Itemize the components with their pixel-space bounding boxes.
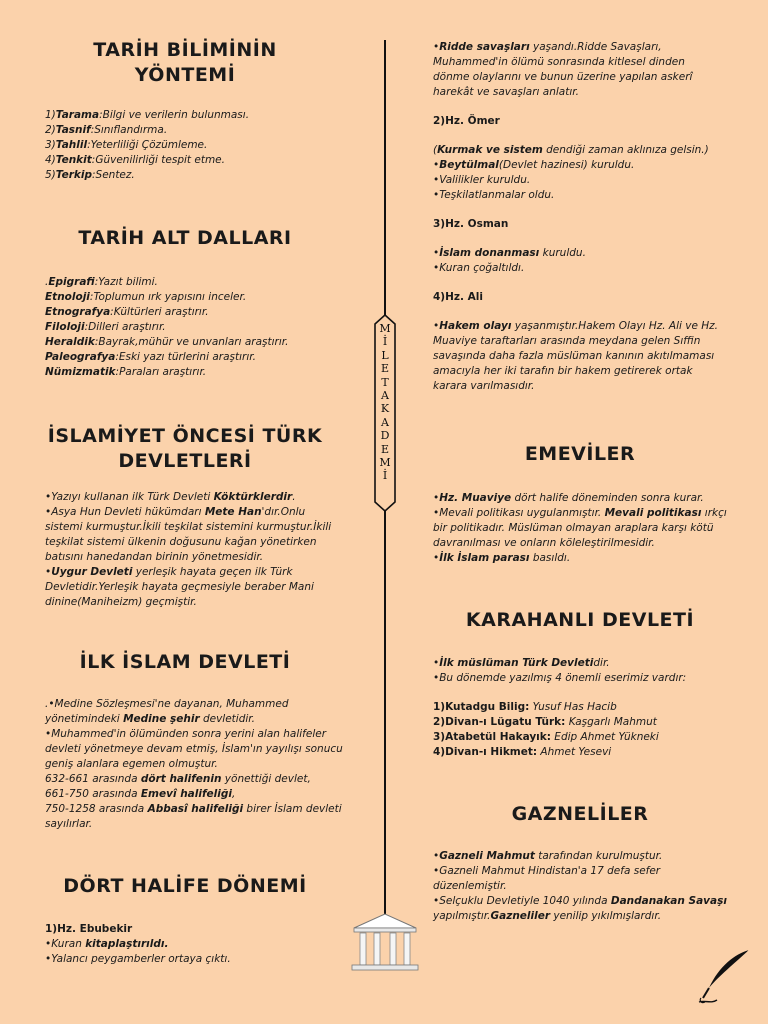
subheading: 2)Hz. Ömer	[433, 115, 500, 127]
paragraph: •Hakem olayı yaşanmıştır.Hakem Olayı Hz. Ali ve Hz. Muaviye taraftarları arasında meydana gelen Sıffin savaşında daha fazla müslüman kanının akıtılmaması amacıyla her iki tarafın bir hakem getirerek ortak karara varılmasıdır.	[433, 320, 719, 392]
paragraph: (Kurmak ve sistem dendiği zaman aklınıza gelsin.)	[433, 144, 709, 156]
paragraph: 632-661 arasında dört halifenin yönettiği devlet,	[45, 773, 311, 785]
list-item: Heraldik:Bayrak,mühür ve unvanları araştırır.	[45, 336, 289, 348]
section-umayyads	[430, 442, 730, 467]
section-title: TARİH BİLİMİNİN YÖNTEMİ	[93, 39, 277, 86]
banner-letter: İ	[382, 469, 388, 483]
paragraph: •Uygur Devleti yerleşik hayata geçen ilk Türk Devletidir.Yerleşik hayata geçmesiyle beraber Mani dinine(Maniheizm) geçmiştir.	[45, 566, 314, 608]
temple-icon	[350, 912, 420, 974]
paragraph: •İslam donanması kuruldu.	[433, 247, 586, 259]
list-item: Nümizmatik:Paraları araştırır.	[45, 366, 207, 378]
list-item: 3)Tahlil:Yeterliliği Çözümleme.	[45, 139, 208, 151]
section-pre-islam	[40, 424, 330, 474]
list-item: 2)Tasnif:Sınıflandırma.	[45, 124, 168, 136]
section-karakhanid	[430, 608, 730, 633]
banner-letter: İ	[382, 335, 388, 349]
paragraph: •Yazıyı kullanan ilk Türk Devleti Köktürklerdir.	[45, 491, 296, 503]
paragraph: .•Medine Sözleşmesi'ne dayanan, Muhammed yönetimindeki Medine şehir devletidir.	[45, 698, 289, 725]
paragraph: •Kuran çoğaltıldı.	[433, 262, 525, 274]
first-islamic-state-text	[45, 697, 345, 832]
banner-text	[367, 322, 403, 483]
paragraph: •Kuran kitaplaştırıldı.	[45, 938, 169, 950]
subheading: 4)Hz. Ali	[433, 291, 483, 303]
section-ghaznavids	[430, 802, 730, 827]
section-title: KARAHANLI DEVLETİ	[465, 609, 695, 631]
umayyads-text	[433, 491, 733, 566]
banner-letter: K	[380, 402, 390, 416]
banner-letter: D	[380, 429, 390, 443]
section-title: İSLAMİYET ÖNCESİ TÜRK DEVLETLERİ	[47, 425, 323, 472]
section-title: EMEVİLER	[524, 443, 636, 465]
banner-letter: M	[379, 322, 391, 335]
banner-letter: L	[381, 348, 389, 362]
paragraph: 661-750 arasında Emevî halifeliği,	[45, 788, 236, 800]
paragraph: •Selçuklu Devletiyle 1040 yılında Dandanakan Savaşı yapılmıştır.Gazneliler yenilip yıkılmışlardır.	[433, 895, 727, 922]
list-item: Etnografya:Kültürleri araştırır.	[45, 306, 209, 318]
paragraph: 750-1258 arasında Abbasî halifeliği birer İslam devleti sayılırlar.	[45, 803, 342, 830]
four-caliphs-text	[45, 922, 345, 967]
paragraph: •Gazneli Mahmut tarafından kurulmuştur.	[433, 850, 663, 862]
paragraph: •Gazneli Mahmut Hindistan'a 17 defa sefer düzenlemiştir.	[433, 865, 661, 892]
paragraph: •İlk müslüman Türk Devletidir.	[433, 657, 610, 669]
subbranches-list	[45, 275, 345, 380]
paragraph: •Muhammed'in ölümünden sonra yerini alan halifeler devleti yönetmeye devam etmiş, İslam'ın yayılışı sonucu geniş alanlara egemen olmuştur.	[45, 728, 343, 770]
work-item: 1)Kutadgu Bilig: Yusuf Has Hacib	[433, 701, 617, 713]
work-item: 2)Divan-ı Lügatu Türk: Kaşgarlı Mahmut	[433, 716, 657, 728]
paragraph: •Asya Hun Devleti hükümdarı Mete Han'dır.Onlu sistemi kurmuştur.İkili teşkilat sistemini kurmuştur.İkili teşkilat sistemi ülkenin doğusunu kağan yönetirken batısını hanedandan birinin yönetmesidir.	[45, 506, 332, 563]
paragraph: •Mevali politikası uygulanmıştır. Mevali politikası ırkçı bir politikadır. Müslüman olmayan araplara karşı kötü davranılması ve onların köleleştirilmesidir.	[433, 507, 727, 549]
work-item: 3)Atabetül Hakayık: Edip Ahmet Yükneki	[433, 731, 659, 743]
list-item: 4)Tenkit:Güvenilirliği tespit etme.	[45, 154, 225, 166]
list-item: 5)Terkip:Sentez.	[45, 169, 135, 181]
paragraph: •İlk İslam parası basıldı.	[433, 552, 571, 564]
banner-letter: E	[380, 442, 390, 456]
ghaznavids-text	[433, 849, 733, 924]
subheading: 1)Hz. Ebubekir	[45, 923, 133, 935]
paragraph: •Teşkilatlanmalar oldu.	[433, 189, 555, 201]
list-item: Etnoloji:Toplumun ırk yapısını inceler.	[45, 291, 247, 303]
section-four-caliphs	[40, 874, 330, 899]
quill-icon	[695, 948, 753, 1006]
section-method	[40, 38, 330, 88]
banner-letter: T	[381, 375, 389, 389]
banner-letter: A	[381, 389, 389, 403]
works-list	[433, 700, 733, 760]
paragraph: •Ridde savaşları yaşandı.Ridde Savaşları, Muhammed'in ölümü sonrasında kitlesel dinden dönme olaylarını ve bunun üzerine yapılan askerî harekât ve savaşları anlatır.	[433, 41, 693, 98]
list-item: Filoloji:Dilleri araştırır.	[45, 321, 166, 333]
caliphs-continued-text	[433, 40, 723, 394]
paragraph: •Yalancı peygamberler ortaya çıktı.	[45, 953, 231, 965]
list-item: .Epigrafi:Yazıt bilimi.	[45, 276, 158, 288]
section-first-islamic-state	[40, 650, 330, 675]
banner-letter: A	[381, 415, 389, 429]
list-item: Paleografya:Eski yazı türlerini araştırır.	[45, 351, 256, 363]
paragraph: •Bu dönemde yazılmış 4 önemli eserimiz vardır:	[433, 672, 687, 684]
banner-letter: E	[380, 362, 390, 376]
section-subbranches	[40, 226, 330, 251]
method-list	[45, 108, 345, 183]
work-item: 4)Divan-ı Hikmet: Ahmet Yesevi	[433, 746, 612, 758]
section-title: GAZNELİLER	[511, 803, 649, 825]
section-title: DÖRT HALİFE DÖNEMİ	[63, 875, 307, 897]
banner-letter: M	[379, 456, 391, 470]
paragraph: •Hz. Muaviye dört halife döneminden sonra kurar.	[433, 492, 704, 504]
section-title: İLK İSLAM DEVLETİ	[79, 651, 291, 673]
section-title: TARİH ALT DALLARI	[78, 227, 292, 249]
karakhanid-text	[433, 656, 733, 760]
paragraph: •Valilikler kuruldu.	[433, 174, 531, 186]
paragraph: •Beytülmal(Devlet hazinesi) kuruldu.	[433, 159, 635, 171]
list-item: 1)Tarama:Bilgi ve verilerin bulunması.	[45, 109, 250, 121]
pre-islam-text	[45, 490, 345, 610]
subheading: 3)Hz. Osman	[433, 218, 509, 230]
